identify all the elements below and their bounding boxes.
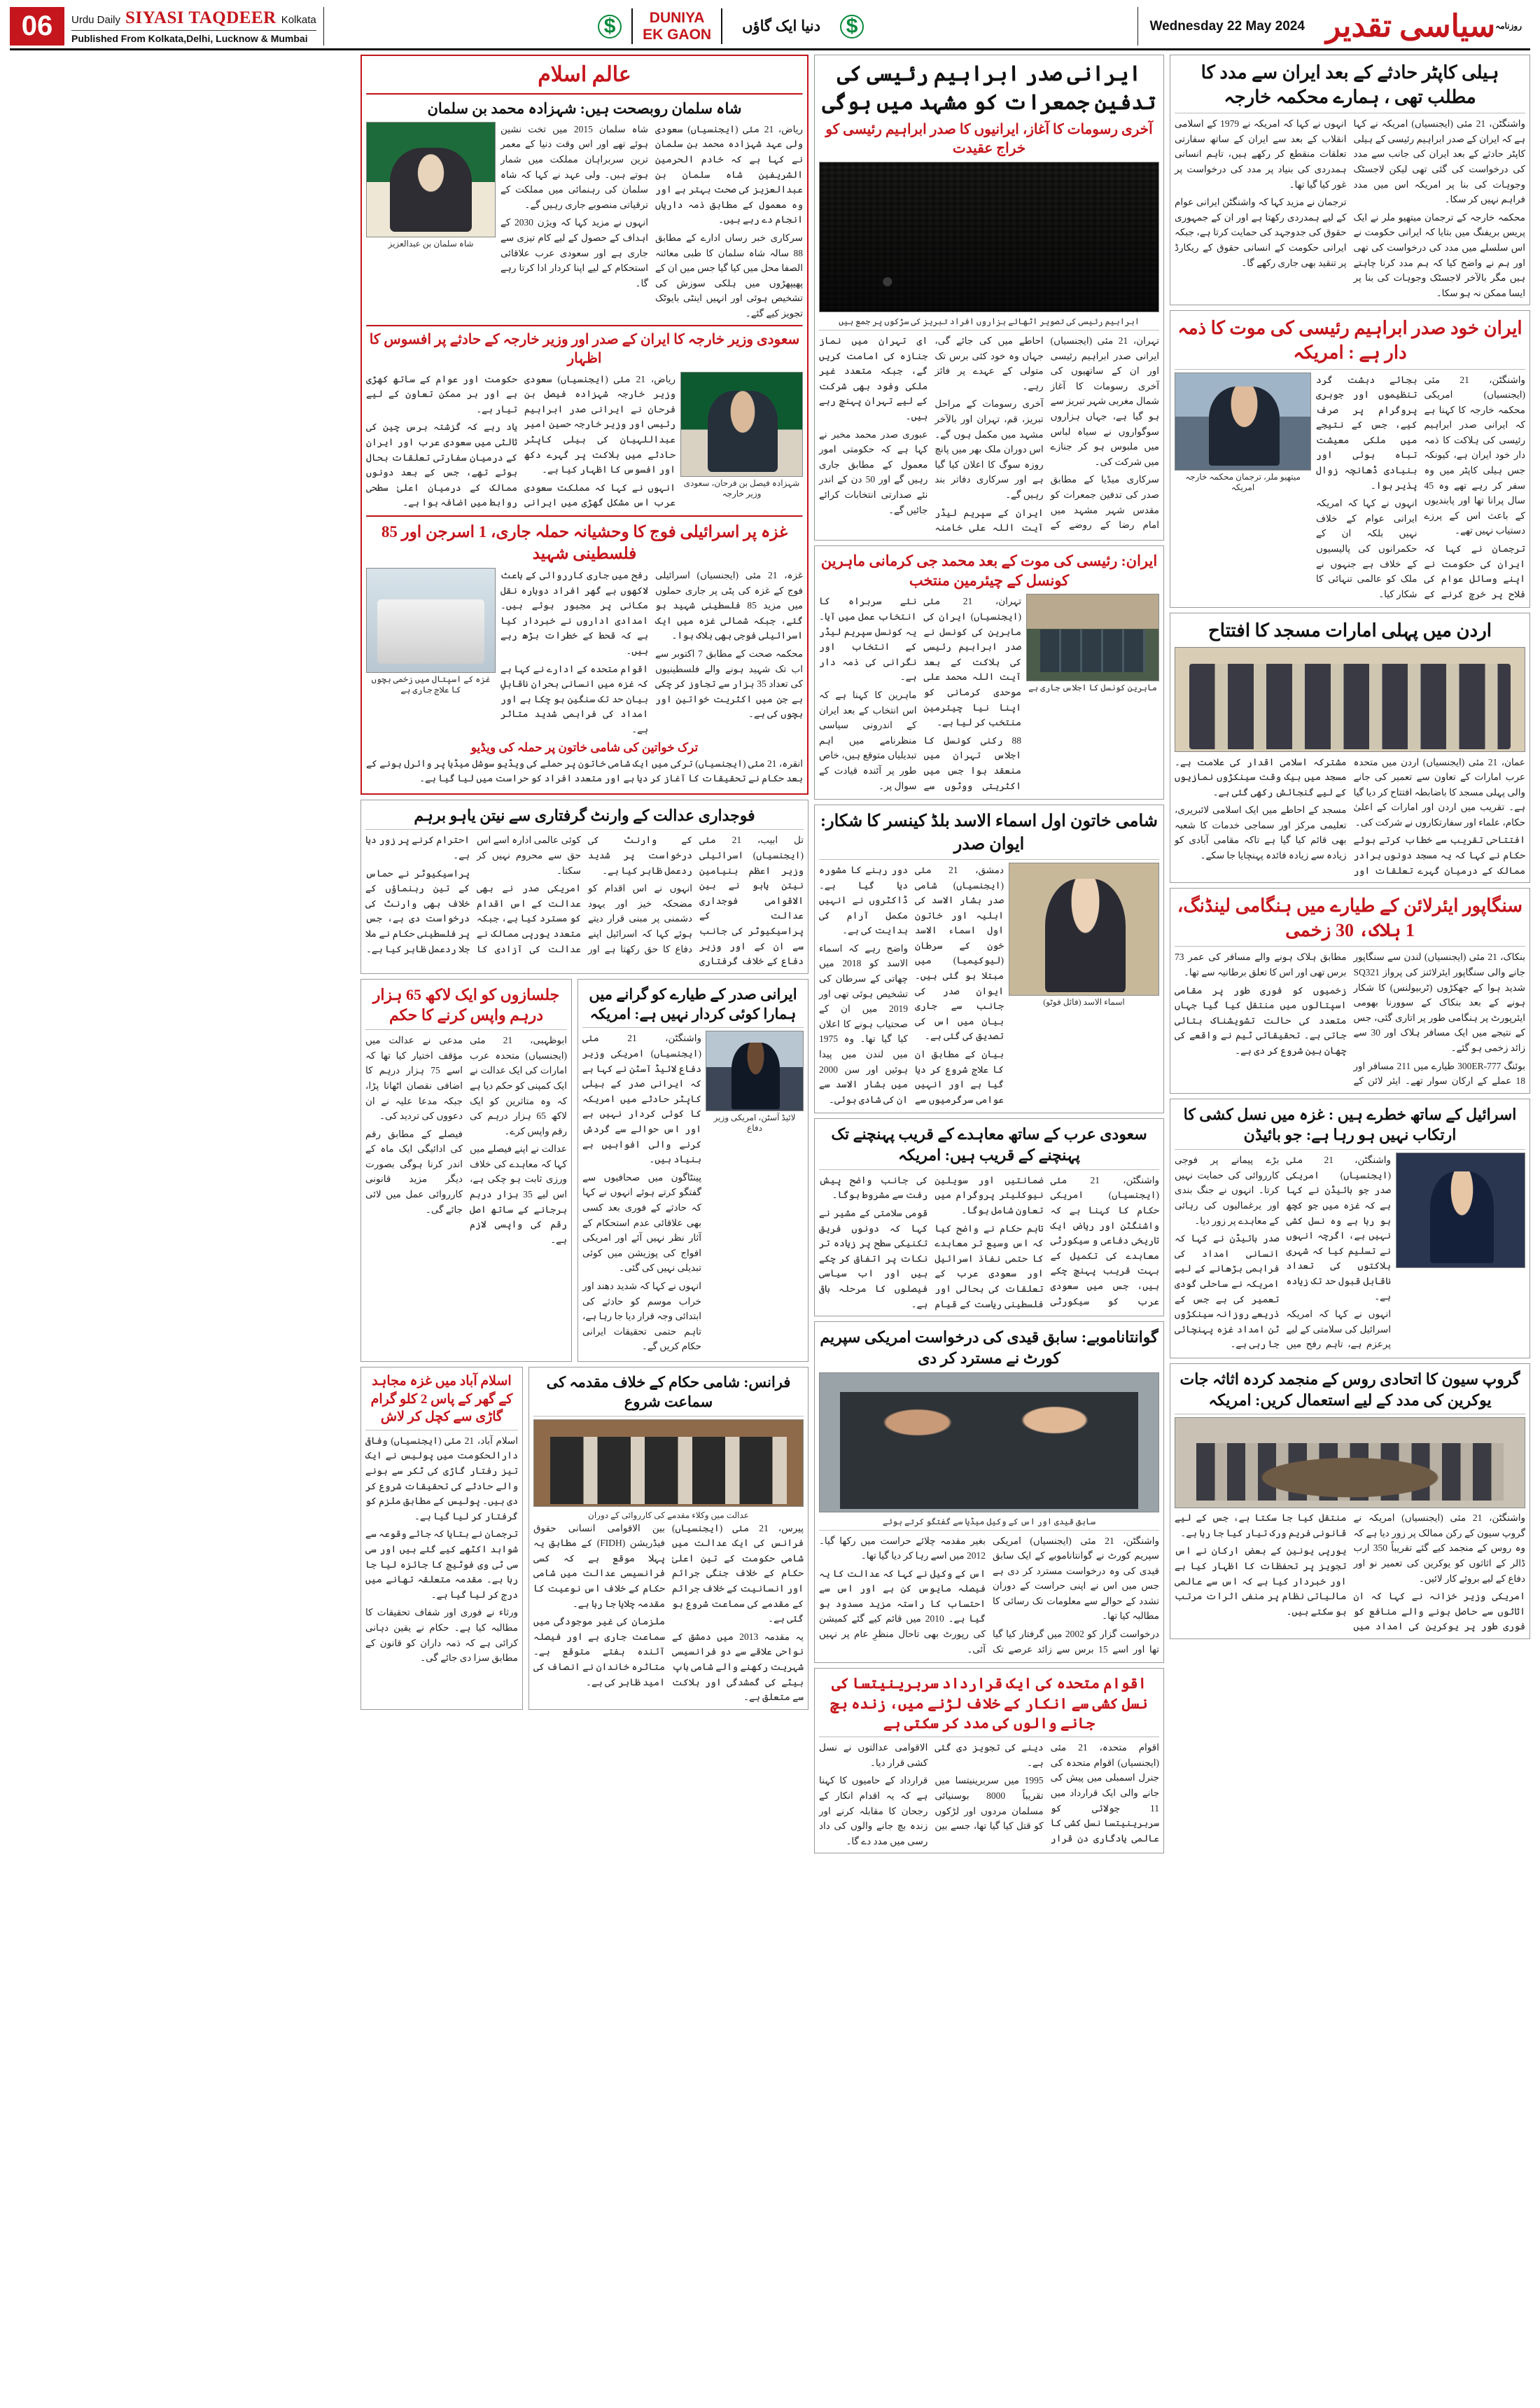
photo-faisal-bin-farhan [680,372,803,477]
article-headline: سنگاپور ایئرلائن کے طیارے میں ہنگامی لینڈنگ، 1 ہلاک، 30 زخمی [1177,896,1523,941]
paragraph: واشنگٹن، 21 مئی (ایجنسیاں) امریکی سپریم کورٹ نے گوانتاناموبے کے ایک سابق قیدی کی وہ درخواست مسترد کر دی ہے جس میں اس نے اپنی حراست کے دوران تشدد کے حوالے سے معلومات تک رسائی کا مطالبہ کیا تھا۔ [993,1535,1159,1622]
article-headline: ایرانی صدر ابراہیم رئیسی کی تدفین جمعرات کو مشہد میں ہوگی [822,62,1156,114]
article-body [819,1533,1159,1659]
paragraph: سرکاری میڈیا کے مطابق صدر کی تدفین جمعرات کو مقدس شہر مشہد میں امام رضا کے روضے کے احاطے میں کی جائے گی، جہاں وہ خود کئی برس تک متولی کے عہدے پر فائز رہے۔ [934,335,1159,531]
article-headline: غزہ پر اسرائیلی فوج کا وحشیانہ حملہ جاری، 1 اسرجن اور 85 فلسطینی شہید [381,522,788,562]
photo-caption: میتھیو ملر، ترجمان محکمہ خارجہ امریکہ [1185,471,1301,492]
column-right [1170,55,1530,1853]
article-headline: فوجداری عدالت کے وارنٹ گرفتاری سے نیتن یاہو برہم [414,806,755,824]
duniya-line1: DUNIYA [649,10,705,27]
section-title: عالم اسلام [538,63,631,86]
article-headline: اسلام آباد میں غزہ مجاہد کے گھر کے پاس 2 کلو گرام گاڑی سے کچل کر لاش [370,1373,513,1425]
paragraph: تہران، 21 مئی (ایجنسیاں) ایرانی صدر ابراہیم رئیسی اور ان کے ساتھیوں کی آخری رسومات کا آغاز شمال مغربی شہر تبریز سے ہو گیا ہے، جہاں ہزاروں سوگواروں نے سیاہ لباس میں ملبوس ہو کر جنازے میں شرکت کی۔ [1050,335,1159,467]
paragraph: انہوں نے مزید کہا کہ ویژن 2030 کے اہداف کے حصول کے لیے کام تیزی سے جاری ہے اور سعودی عرب علاقائی استحکام کے لیے اپنا کردار ادا کرتا رہے گا۔ [500,217,648,288]
article-headline: گروپ سیون کا اتحادی روس کے منجمد کردہ اثاثہ جات یوکرین کی مدد کے لیے استعمال کریں: امریکہ [1180,1370,1520,1409]
article-biden-genocide [1170,1099,1530,1358]
photo-caption: عدالت میں وکلاء مقدمے کی کارروائی کے دوران [588,1510,749,1520]
masthead-published-line: Published From Kolkata,Delhi, Lucknow & Mumbai [71,30,316,44]
masthead-brand-latin: SIYASI TAQDEER [125,8,276,27]
duniya-urdu: دنیا ایک گاؤں [742,18,821,34]
paragraph: انہوں نے کہا کہ مملکت سعودی عرب اس مشکل گھڑی میں ایرانی حکومت اور عوام کے ساتھ کھڑی ہے اور ہر ممکن تعاون کے لیے تیار ہے۔ [366,373,676,508]
paragraph: ترجمان نے بتایا کہ جائے وقوعہ سے شواہد اکٹھے کیے گئے ہیں اور سی سی ٹی وی فوٹیج کا جائزہ لیا جا رہا ہے۔ مقدمہ متعلقہ تھانے میں درج کر لیا گیا ہے۔ [365,1529,518,1600]
article-body [819,333,1159,536]
paragraph: تہران، 21 مئی (ایجنسیاں) ایران کی ماہرین کی کونسل نے صدر ابراہیم رئیسی کی ہلاکت کے بعد آیت اللہ محمد علی موحدی کرمانی کو اپنا نیا چیئرمین منتخب کر لیا ہے۔ [923,596,1021,728]
paragraph: واشنگٹن، 21 مئی (ایجنسیاں) امریکی حکام کا کہنا ہے کہ واشنگٹن اور ریاض ایک تاریخی دفاعی و سیکورٹی معاہدے کی تکمیل کے بہت قریب پہنچ چکے ہیں، جس میں سعودی عرب کو سیکورٹی ضمانتیں اور سویلین نیوکلیئر پروگرام میں تعاون شامل ہوگا۔ [934,1174,1159,1307]
article-body [500,122,803,321]
article-headline: سعودی عرب کے ساتھ معاہدے کے قریب پہنچنے تک پہنچنے کے قریب ہیں: امریکہ [831,1125,1147,1164]
paragraph: تاہم حکام نے واضح کیا کہ اس وسیع تر معاہدے کا حتمی نفاذ اسرائیل اور سعودی عرب کے تعلقات کی بحالی اور فلسطینی ریاست کے قیام کی جانب واضح پیش رفت سے مشروط ہوگا۔ [819,1174,1044,1309]
article-plane-downing [578,979,808,1362]
article-singapore-airlines [1170,888,1530,1094]
article-body [1175,116,1525,300]
article-body [500,568,803,737]
paragraph: ورثاء نے فوری اور شفاف تحقیقات کا مطالبہ کیا ہے۔ حکام نے یقین دہانی کرائی ہے کہ ذمہ داران کو قانون کے مطابق سزا دی جائے گی۔ [365,1607,518,1664]
masthead-center [324,7,1138,46]
paragraph: اقوام متحدہ کے ادارے نے کہا ہے کہ غزہ میں انسانی بحران ناقابلِ بیان حد تک سنگین ہو چکا ہے اور امداد کی فراہمی شدید متاثر ہے۔ [500,663,648,735]
paragraph: انہوں نے کہا کہ شدید دھند اور خراب موسم کو حادثے کی ابتدائی وجہ قرار دیا جا رہا ہے، تاہم حتمی تحقیقات ایرانی حکام کریں گے۔ [582,1280,701,1352]
photo-caption: شاہ سلمان بن عبدالعزیز [388,238,474,249]
paragraph: فیصلے کے مطابق رقم کی ادائیگی ایک ماہ کے اندر کرنا ہوگی بصورت دیگر مزید قانونی کارروائی عمل میں لائی جائے گی۔ [365,1128,463,1215]
paragraph: محکمہ صحت کے مطابق 7 اکتوبر سے اب تک شہید ہونے والے فلسطینیوں کی تعداد 35 ہزار سے تجاوز کر چکی ہے جن میں اکثریت خواتین اور بچوں کی ہے۔ [655,648,803,720]
article-g7-russian-assets [1170,1363,1530,1639]
masthead-title-main: سیاسی تقدیر [1325,9,1496,43]
photo-funeral-crowd [819,162,1159,312]
article-saudi-us-deal [814,1118,1164,1316]
masthead-date: Wednesday 22 May 2024 [1138,7,1315,46]
article-experts-council [814,545,1164,800]
paragraph: انہوں نے اس اقدام کو مضحکہ خیز اور یہود دشمنی پر مبنی قرار دیتے ہوئے کہا کہ اسرائیل اپنے دفاع کا حق رکھتا ہے اور کوئی عالمی ادارہ اسے اس حق سے محروم نہیں کر سکتا۔ [477,835,692,954]
section-alam-e-islam [360,55,808,795]
article-headline: ایران خود صدر ابراہیم رئیسی کی موت کا ذمہ دار ہے : امریکہ [1177,318,1522,363]
page-number: 06 [10,7,64,46]
paragraph: تل ابیب، 21 مئی (ایجنسیاں) اسرائیلی وزیر اعظم بنیامین نیتن یاہو نے بین الاقوامی فوجداری عدالت کے پراسیکیوٹر کی جانب سے ان کے اور وزیر دفاع کے خلاف گرفتاری کے وارنٹ کی درخواست پر شدید ردعمل ظاہر کیا ہے۔ [588,835,804,967]
paragraph: قومی سلامتی کے مشیر نے کہا کہ دونوں فریق تکنیکی سطح پر زیادہ تر نکات پر اتفاق کر چکے ہیں اور اب سیاسی فیصلوں کا مرحلہ باقی ہے۔ [819,1207,928,1309]
paragraph: 1995 میں سربرینیتسا میں تقریباً 8000 بوسنیائی مسلمان مردوں اور لڑکوں کو قتل کیا گیا تھا، جسے بین الاقوامی عدالتوں نے نسل کشی قرار دیا۔ [819,1742,1044,1832]
paragraph: سرکاری خبر رساں ادارے کے مطابق 88 سالہ شاہ سلمان کا طبی معائنہ الصفا محل میں کیا گیا جس میں ان کے پھیپھڑوں میں ہلکی سوزش کی تشخیص ہوئی اور انہیں اینٹی بایوٹک تجویز کیے گئے۔ [655,232,803,319]
duniya-line2: EK GAON [643,26,712,43]
article-body [582,1031,701,1353]
photo-caption: ابراہیم رئیسی کی تصویر اٹھائے ہزاروں افراد تبریز کی سڑکوں پر جمع ہیں [839,316,1140,326]
paragraph: آخری رسومات کے مراحل تبریز، قم، تہران اور بالآخر مشہد میں مکمل ہوں گے۔ اس دوران ملک بھر میں پانچ روزہ سوگ کا اعلان کیا گیا ہے اور سرکاری دفاتر بند رہیں گے۔ [934,398,1044,500]
photo-former-detainee [819,1372,1159,1512]
paragraph: امریکی صدر نے بھی عدالت کے اس اقدام کو مسترد کیا ہے، جبکہ متعدد یورپی ممالک نے عدالت کی آزادی کا احترام کرنے پر زور دیا ہے۔ [365,835,581,954]
article-headline: سعودی وزیر خارجہ کا ایران کے صدر اور وزیر خارجہ کے حادثے پر افسوس کا اظہار [369,331,800,366]
paragraph: یہ مقدمہ 2013 میں دمشق کے نواحی علاقے سے دو فرانسیسی شہریت رکھنے والے شامی باپ بیٹے کی گمشدگی اور ہلاکت سے متعلق ہے۔ [672,1631,804,1703]
paragraph: پراسیکیوٹر نے حماس کے تین رہنماؤں کے خلاف بھی وارنٹ کی درخواست دی ہے، جس پر فلسطینی حکام نے ملا جلا ردعمل ظاہر کیا ہے۔ [365,868,470,954]
photo-caption: لائیڈ آسٹن، امریکی وزیر دفاع [713,1113,796,1134]
paragraph: بیان کے مطابق ان کا علاج شروع کر دیا گیا ہے اور انہیں عوامی سرگرمیوں سے دور رہنے کا مشورہ دیا گیا ہے۔ ڈاکٹروں نے انہیں مکمل آرام کی ہدایت کی ہے۔ [819,864,1004,1105]
article-islamabad-accident [360,1367,523,1710]
article-headline: ایران: رئیسی کی موت کے بعد محمد جی کرمانی ماہرین کونسل کے چیئرمین منتخب [820,552,1158,590]
paragraph: انقرہ، 21 مئی (ایجنسیاں) ترکی میں ایک شامی خاتون پر حملے کی ویڈیو سوشل میڈیا پر وائرل ہونے کے بعد حکام نے تحقیقات کا آغاز کر دیا ہے اور متعدد افراد کو حراست میں لیا گیا ہے۔ [366,758,803,784]
article-body [819,594,1021,795]
article-body [365,833,804,968]
article-body [366,756,803,786]
paragraph: واشنگٹن، 21 مئی (ایجنسیاں) امریکہ نے کہا ہے کہ ایران کے صدر ابراہیم رئیسی کے ہیلی کاپٹر حادثے کے بعد ایران کی جانب سے مدد کی درخواست کی گئی تھی لیکن لاجسٹک وجوہات کی بنا پر امریکہ اس میں مدد فراہم نہیں کر سکا۔ [1353,118,1525,205]
article-body [1175,949,1525,1088]
paragraph: ملزمان کی غیر موجودگی میں سماعت جاری ہے اور فیصلہ آئندہ ہفتے متوقع ہے۔ متاثرہ خاندان نے انصاف کی امید ظاہر کی ہے۔ [533,1616,665,1687]
photo-caption: ماہرین کونسل کا اجلاس جاری ہے [1028,683,1157,693]
paragraph: غزہ، 21 مئی (ایجنسیاں) اسرائیلی فوج کے غزہ کی پٹی پر جاری حملوں میں مزید 85 فلسطینی شہید ہو گئے، جبکہ شمالی غزہ میں ایک اسرائیلی فوجی بھی ہلاک ہوا۔ [655,570,803,641]
article-headline: گوانتاناموبے: سابق قیدی کی درخواست امریکی سپریم کورٹ نے مسترد کر دی [820,1328,1158,1367]
paragraph: واشنگٹن، 21 مئی (ایجنسیاں) امریکی محکمہ خارجہ کا کہنا ہے کہ ایرانی صدر ابراہیم رئیسی کی ہلاکت کا ذمہ دار خود ایران ہے، کیونکہ جس ہیلی کاپٹر میں وہ سفر کر رہے تھے وہ 45 سال پرانا تھا اور پابندیوں کے باعث اس کے پرزے دستیاب نہیں تھے۔ [1424,374,1525,536]
photo-lloyd-austin [706,1031,804,1111]
paragraph: واشنگٹن، 21 مئی (ایجنسیاں) امریکی وزیر دفاع لائیڈ آسٹن نے کہا ہے کہ ایرانی صدر کے ہیلی کاپٹر حادثے میں امریکہ کا کوئی کردار نہیں ہے اور اس حوالے سے گردش کرنے والی افواہیں بے بنیاد ہیں۔ [582,1033,701,1165]
article-jordan-mosque [1170,613,1530,883]
article-guantanamo [814,1321,1164,1663]
paragraph: واضح رہے کہ اسماء الاسد کو 2018 میں چھاتی کے سرطان کی تشخیص ہوئی تھی اور 2019 میں ان کے صحتیاب ہونے کا اعلان کیا گیا تھا۔ وہ 1975 میں لندن میں پیدا ہوئیں اور سن 2000 میں بشار الاسد سے ان کی شادی ہوئی۔ [819,942,908,1105]
paragraph: ماہرین کا کہنا ہے کہ اس انتخاب کے بعد ایران کے اندرونی سیاسی منظرنامے میں اہم تبدیلیاں متوقع ہیں، خاص طور پر آئندہ قیادت کے سوال پر۔ [819,689,917,791]
paragraph: یاد رہے کہ گزشتہ برس چین کی ثالثی میں سعودی عرب اور ایران کے درمیان سفارتی تعلقات بحال ہوئے تھے، جس کے بعد دونوں ممالک کے درمیان اعلیٰ سطحی روابط میں اضافہ ہوا ہے۔ [366,422,517,508]
photo-caption: اسماء الاسد (فائل فوٹو) [1043,996,1125,1007]
paragraph: مدعی نے عدالت میں مؤقف اختیار کیا تھا کہ اسے 75 ہزار درہم کا اضافی نقصان اٹھانا پڑا، جبکہ مدعا علیہ نے ان دعووں کی تردید کی۔ [365,1035,463,1122]
article-subheadline: آخری رسومات کا آغاز، ایرانیوں کا صدر ابراہیم رئیسی کو خراج عقیدت [825,122,1153,156]
paragraph: اسلام آباد، 21 مئی (ایجنسیاں) وفاقی دارالحکومت میں پولیس نے ایک تیز رفتار گاڑی کی ٹکر سے ہونے والے حادثے کی تحقیقات شروع کر دی ہیں۔ پولیس کے مطابق ملزم کو گرفتار کر لیا گیا ہے۔ [365,1435,518,1522]
paragraph: واشنگٹن، 21 مئی (ایجنسیاں) امریکی صدر جو بائیڈن نے کہا ہے کہ غزہ میں جو کچھ ہو رہا ہے وہ نسل کشی نہیں ہے، اگرچہ انہوں نے تسلیم کیا کہ شہری ہلاکتوں کی تعداد ناقابل قبول حد تک زیادہ ہے۔ [1286,1155,1391,1302]
article-headline: شامی خاتون اول اسماء الاسد بلڈ کینسر کا شکار: ایوان صدر [820,812,1158,854]
paragraph: واشنگٹن، 21 مئی (ایجنسیاں) امریکہ نے گروپ سیون کے رکن ممالک پر زور دیا ہے کہ وہ روس کے منجمد کیے گئے تقریباً 350 ارب ڈالر کے اثاثوں کو یوکرین کی تعمیر نو اور دفاع کے لیے بروئے کار لائیں۔ [1353,1512,1525,1584]
paragraph: درخواست گزار کو 2002 میں گرفتار کیا گیا تھا اور اسے 15 برس سے زائد عرصے تک بغیر مقدمہ چلائے حراست میں رکھا گیا۔ 2012 میں اسے رہا کر دیا گیا تھا۔ [819,1535,1159,1655]
article-headline-turkey-video: ترک خواتین کی شامی خاتون پر حملہ کی ویڈیو [470,740,699,754]
article-body [819,863,1004,1109]
article-body [365,1033,567,1247]
paragraph: اقوام متحدہ، 21 مئی (ایجنسیاں) اقوام متحدہ کی جنرل اسمبلی میں پیش کی جانے والی ایک قرارداد میں 11 جولائی کو سربرینیتسا نسل کشی کا عالمی یادگاری دن قرار دینے کی تجویز دی گئی ہے۔ [934,1742,1159,1844]
paragraph: دمشق، 21 مئی (ایجنسیاں) شامی صدر بشار الاسد کی اہلیہ اور خاتون اول اسماء الاسد خون کے سرطان (لیوکیمیا) میں مبتلا ہو گئی ہیں۔ ایوان صدر کی جانب سے جاری بیان میں اس کی تصدیق کی گئی ہے۔ [915,864,1004,1042]
paragraph: اس کے وکیل نے کہا کہ عدالت کا یہ فیصلہ مایوس کن ہے اور اس سے احتساب کا راستہ مزید مسدود ہو گیا ہے۔ 2010 میں قائم کیے گئے کمیشن کی رپورٹ بھی تاحال منظرِ عام پر نہیں آئی۔ [819,1568,986,1655]
article-icc-warrant [360,800,808,974]
dollar-icon: $ [598,15,622,39]
masthead [10,7,1530,50]
article-body [1175,1510,1525,1634]
article-iran-blame [1170,310,1530,608]
paragraph: ریاض، 21 مئی (ایجنسیاں) سعودی وزیر خارجہ شہزادہ فیصل بن فرحان نے ایرانی صدر ابراہیم رئیسی اور وزیر خارجہ حسین امیر عبداللہیان کی ہیلی کاپٹر حادثے میں ہلاکت پر گہرے دکھ اور افسوس کا اظہار کیا ہے۔ [524,373,676,475]
column-center-left [360,55,808,1853]
photo-joe-biden [1396,1153,1525,1268]
article-heli-help [1170,55,1530,305]
paragraph: عمان، 21 مئی (ایجنسیاں) اردن میں متحدہ عرب امارات کے تعاون سے تعمیر کی جانے والی پہلی مسجد کا باضابطہ افتتاح کر دیا گیا ہے۔ تقریب میں اردن اور امارات کے اعلیٰ حکام، علماء اور سفارتکاروں نے شرکت کی۔ [1353,756,1525,828]
paragraph: بوئنگ 777-300ER طیارے میں 211 مسافر اور 18 عملے کے ارکان سوار تھے۔ ایئر لائن کے مطابق ہلاک ہونے والے مسافر کی عمر 73 برس تھی اور اس کا تعلق برطانیہ سے تھا۔ [1175,952,1525,1087]
paragraph: شاہ سلمان 2015 میں تخت نشین ہوئے تھے اور اس وقت دنیا کے معمر ترین سربراہان مملکت میں شمار ہوتے ہیں۔ ولی عہد نے کہا کہ شاہ سلمان کی رہنمائی میں مملکت کے ترقیاتی منصوبے جاری رہیں گے۔ [500,123,648,210]
paragraph: ریاض، 21 مئی (ایجنسیاں) سعودی ولی عہد شہزادہ محمد بن سلمان نے کہا ہے کہ خادم الحرمین الشریفین شاہ سلمان بن عبدالعزیز کی صحت بہتر ہے اور وہ معمول کے مطابق ذمہ داریاں انجام دے رہے ہیں۔ [655,123,803,225]
photo-matthew-miller [1175,373,1311,471]
paragraph: قرارداد کے حامیوں کا کہنا ہے کہ یہ اقدام انکار کے رجحان کا مقابلہ کرنے اور زندہ بچ جانے والوں کی داد رسی میں مدد دے گا۔ [819,1775,928,1846]
column-center-right [814,55,1164,1853]
paragraph: بنکاک، 21 مئی (ایجنسیاں) لندن سے سنگاپور جانے والی سنگاپور ایئرلائنز کی پرواز SQ321 شدید ہوا کے جھکڑوں (ٹربیولنس) کا شکار ہونے کے بعد بنکاک کے سوورنا بھومی ایئرپورٹ پر ہنگامی طور پر اتاری گئی، جس کے نتیجے میں ایک مسافر ہلاک اور 30 سے زائد زخمی ہو گئے۔ [1353,952,1526,1053]
article-headline: ایرانی صدر کے طیارے کو گرانے میں ہمارا کوئی کردار نہیں ہے: امریکہ [589,985,797,1023]
paragraph: ابوظہبی، 21 مئی (ایجنسیاں) متحدہ عرب امارات کی ایک عدالت نے ایک کمپنی کو حکم دیا ہے کہ وہ متاثرین کو ایک لاکھ 65 ہزار درہم کی رقم واپس کرے۔ [470,1035,568,1136]
photo-king-salman [366,122,496,237]
article-asma-assad [814,805,1164,1113]
article-body [819,1740,1159,1849]
masthead-title-sub: روزنامہ [1495,21,1522,31]
article-body [533,1521,804,1705]
paragraph: بین الاقوامی انسانی حقوق فیڈریشن (FIDH) کے مطابق یہ پہلا موقع ہے کہ کسی فرانسیسی عدالت میں شامی حکام کے خلاف اس نوعیت کا مقدمہ چلایا جا رہا ہے۔ [533,1522,665,1609]
article-headline: اسرائیل کے ساتھ خطرے ہیں : غزہ میں نسل کشی کا ارتکاب نہیں ہو رہا ہے: جو بائیڈن [1183,1105,1517,1144]
article-raisi-funeral [814,55,1164,541]
paragraph: محکمہ خارجہ کے ترجمان میتھیو ملر نے ایک پریس بریفنگ میں بتایا کہ ایرانی حکومت نے اس سلسلے میں مدد کی درخواست کی تھی اور ہم نے واضح کیا کہ ہم مدد کرنا چاہتے ہیں مگر بالآخر لاجسٹک وجوہات کی بنا پر ایسا ممکن نہ ہو سکا۔ [1353,211,1525,298]
article-body [1316,373,1525,604]
paragraph: یورپی یونین کے بعض ارکان نے اس تجویز پر تحفظات کا اظہار کیا ہے اور خبردار کیا ہے کہ اس سے عالمی مالیاتی نظام پر منفی اثرات مرتب ہو سکتے ہیں۔ [1175,1545,1347,1617]
paragraph: زخمیوں کو فوری طور پر مقامی اسپتالوں میں منتقل کیا گیا جہاں متعدد کی حالت تشویشناک بتائی جاتی ہے۔ تحقیقاتی ٹیم نے واقعے کی چھان بین شروع کر دی ہے۔ [1175,984,1347,1056]
paragraph: صدر بائیڈن نے کہا کہ انسانی امداد کی فراہمی بڑھانے کے لیے امریکہ نے ساحلی گودی تعمیر کی ہے جس کے ذریعے روزانہ سینکڑوں ٹن امداد غزہ پہنچائی جا رہی ہے۔ [1175,1233,1280,1350]
article-headline: ہیلی کاپٹر حادثے کے بعد ایران سے مدد کا مطلب تھی ، ہمارے محکمہ خارجہ [1200,62,1499,108]
paragraph: انہوں نے کہا کہ امریکہ اسرائیل کی سلامتی کے لیے پرعزم ہے، تاہم رفح میں بڑے پیمانے پر فوجی کارروائی کی حمایت نہیں کرتا۔ انہوں نے جنگ بندی اور یرغمالیوں کی رہائی کے معاہدے پر زور دیا۔ [1175,1155,1391,1350]
dollar-icon-2: $ [840,15,864,39]
article-body [366,372,676,512]
photo-caption: شہزادہ فیصل بن فرحان، سعودی وزیر خارجہ [683,478,800,499]
page-grid [10,55,1530,1853]
article-headline: فرانس: شامی حکام کے خلاف مقدمہ کی سماعت شروع [546,1373,791,1411]
masthead-urdu-daily-label: Urdu Daily [71,14,121,26]
article-france-syria-trial [528,1367,808,1710]
photo-gaza-hospital [366,568,496,673]
photo-caption: غزہ کے اسپتال میں زخمی بچوں کا علاج جاری ہے [371,674,491,695]
photo-caption: سابق قیدی اور اس کے وکیل میڈیا سے گفتگو کرتے ہوئے [882,1516,1096,1526]
article-jalsa-refund [360,979,572,1362]
paragraph: ترجمان نے مزید کہا کہ واشنگٹن ایرانی عوام کے لیے ہمدردی رکھتا ہے اور ان کے جمہوری حقوق کی جدوجہد کی حمایت کرتا ہے، جبکہ ایرانی حکومت کے انسانی حقوق کے ریکارڈ پر تنقید بھی جاری رکھے گا۔ [1175,197,1347,268]
paragraph: ترجمان نے کہا کہ ایران کی حکومت نے اپنے وسائل عوام کی فلاح پر خرچ کرنے کے بجائے دہشت گرد تنظیموں اور جوہری پروگرام پر صرف کیے، جس کے نتیجے میں ملکی معیشت تباہ ہوئی اور بنیادی ڈھانچہ زوال پذیر ہوا۔ [1316,374,1525,599]
article-body [1175,755,1525,879]
paragraph: انہوں نے کہا کہ امریکہ نے 1979 کے اسلامی انقلاب کے بعد سے ایران کے ساتھ سفارتی تعلقات منقطع کر رکھے ہیں، تاہم انسانی ہمدردی کی بنیاد پر مدد کی درخواست پر غور کیا گیا تھا۔ [1175,118,1347,190]
article-body [819,1173,1159,1311]
paragraph: امریکی وزیر خزانہ نے کہا کہ ان اثاثوں سے حاصل ہونے والے منافع کو فوری طور پر یوکرین کی امداد میں منتقل کیا جا سکتا ہے، جس کے لیے قانونی فریم ورک تیار کیا جا رہا ہے۔ [1175,1512,1525,1632]
paragraph: افتتاحی تقریب سے خطاب کرتے ہوئے حکام نے کہا کہ یہ مسجد دونوں برادر ممالک کے درمیان گہرے تعلقات اور مشترکہ اسلامی اقدار کی علامت ہے۔ مسجد میں بیک وقت سینکڑوں نمازیوں کے لیے گنجائش رکھی گئی ہے۔ [1175,756,1525,876]
paragraph: ایران کے سپریم لیڈر آیت اللہ علی خامنہ ای تہران میں نماز جنازہ کی امامت کریں گے، جبکہ متعدد غیر ملکی وفود بھی شرکت کے لیے تہران پہنچ رہے ہیں۔ [819,335,1044,534]
masthead-left [64,7,324,46]
article-body [1175,1153,1391,1353]
paragraph: عدالت نے اپنے فیصلے میں کہا کہ معاہدے کی خلاف ورزی ثابت ہو چکی ہے، اس لیے 35 ہزار درہم ہرجانے کے ساتھ اصل رقم کی واپسی لازم ہے۔ [470,1143,568,1245]
photo-french-court [533,1419,804,1507]
article-headline: شاہ سلمان روبصحت ہیں: شہزادہ محمد بن سلمان [427,99,742,117]
masthead-city: Kolkata [281,14,316,26]
paragraph: انہوں نے کہا کہ امریکہ ایرانی عوام کے خلاف نہیں بلکہ ان کے حکمرانوں کی پالیسیوں کے خلاف ہے جنہوں نے ملک کو عالمی تنہائی کا شکار کیا۔ [1316,498,1418,599]
masthead-title-urdu [1316,7,1530,46]
paragraph: مسجد کے احاطے میں ایک اسلامی لائبریری، تعلیمی مرکز اور سماجی خدمات کا شعبہ بھی قائم کیا گیا ہے تاکہ مقامی آبادی کو زیادہ سے زیادہ فائدہ پہنچایا جا سکے۔ [1175,805,1347,861]
duniya-ek-gaon-logo [631,8,722,43]
article-headline: اردن میں پہلی امارات مسجد کا افتتاح [1208,620,1492,641]
photo-council-session [1026,594,1159,681]
article-headline: اقوام متحدہ کی ایک قرارداد سربرینیتسا کی نسل کشی سے انکار کے خلاف لڑنے میں، زندہ بچ جانے والوں کی مدد کر سکتی ہے [830,1675,1148,1732]
photo-asma-al-assad [1009,863,1159,996]
photo-mosque-opening [1175,647,1525,752]
photo-g7-meeting [1175,1417,1525,1508]
paragraph: پیرس، 21 مئی (ایجنسیاں) فرانس کی ایک عدالت میں شامی حکومت کے تین اعلیٰ حکام کے خلاف جنگی جرائم اور انسانیت کے خلاف جرائم کے مقدمے کی سماعت شروع ہو گئی ہے۔ [672,1522,804,1624]
paragraph: رفح میں جاری کارروائی کے باعث لاکھوں بے گھر افراد دوبارہ نقل مکانی پر مجبور ہوئے ہیں۔ امدادی اداروں نے خبردار کیا ہے کہ قحط کے خطرات بڑھ رہے ہیں۔ [500,570,648,656]
article-body [365,1433,518,1666]
paragraph: عبوری صدر محمد مخبر نے کہا ہے کہ حکومتی امور معمول کے مطابق جاری رہیں گے اور 50 دن کے اندر نئے صدارتی انتخابات کرائے جائیں گے۔ [819,429,928,515]
article-headline: جلسازوں کو ایک لاکھ 65 ہزار درہم واپس کرنے کا حکم [372,985,560,1024]
article-un-srebrenica [814,1668,1164,1853]
paragraph: پینٹاگون میں صحافیوں سے گفتگو کرتے ہوئے انہوں نے کہا کہ حادثے کے فوری بعد کسی بھی علاقائی عدم استحکام کے آثار نظر نہیں آئے اور امریکی افواج کی پوزیشن میں کوئی تبدیلی نہیں کی گئی۔ [582,1171,701,1274]
paragraph: 88 رکنی کونسل کا اجلاس تہران میں منعقد ہوا جس میں اکثریتی ووٹوں سے نئے سربراہ کا انتخاب عمل میں آیا۔ یہ کونسل سپریم لیڈر کے انتخاب اور نگرانی کی ذمہ دار ہے۔ [819,596,1021,791]
